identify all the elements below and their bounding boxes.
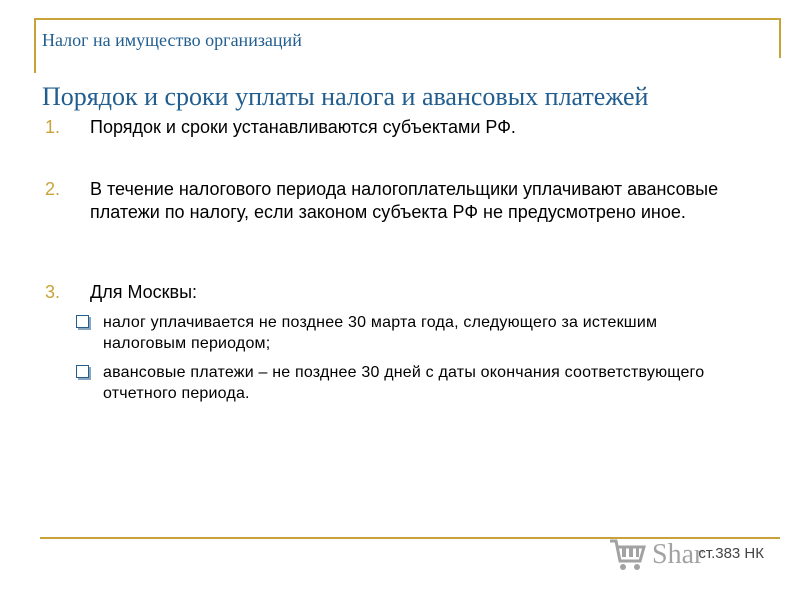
right-rule bbox=[779, 18, 781, 58]
footer-reference: ст.383 НК bbox=[698, 545, 764, 562]
item-number: 1. bbox=[45, 117, 61, 137]
sub-item-text: авансовые платежи – не позднее 30 дней с даты окончания соответствующего отчетного периода. bbox=[103, 364, 705, 402]
slide-title: Порядок и сроки уплаты налога и авансовых платежей bbox=[42, 82, 649, 111]
header-title: Налог на имущество организаций bbox=[42, 30, 302, 50]
watermark-text: Shar bbox=[652, 539, 704, 570]
item-number: 3. bbox=[45, 282, 61, 302]
square-bullet-icon bbox=[76, 365, 89, 378]
square-bullet-icon bbox=[76, 315, 89, 328]
item-text: Для Москвы: bbox=[90, 282, 198, 302]
item-text: Порядок и сроки устанавливаются субъектами РФ. bbox=[90, 117, 516, 137]
sub-item-text: налог уплачивается не позднее 30 марта года, следующего за истекшим налоговым периодом; bbox=[103, 314, 658, 352]
top-rule bbox=[34, 18, 780, 20]
item-text: В течение налогового периода налогоплательщики уплачивают авансовые платежи по налогу, если законом субъекта РФ не предусмотрено иное. bbox=[90, 179, 719, 222]
bottom-rule bbox=[40, 537, 780, 539]
cart-icon bbox=[608, 537, 648, 573]
left-rule bbox=[34, 18, 36, 73]
item-number: 2. bbox=[45, 179, 61, 199]
